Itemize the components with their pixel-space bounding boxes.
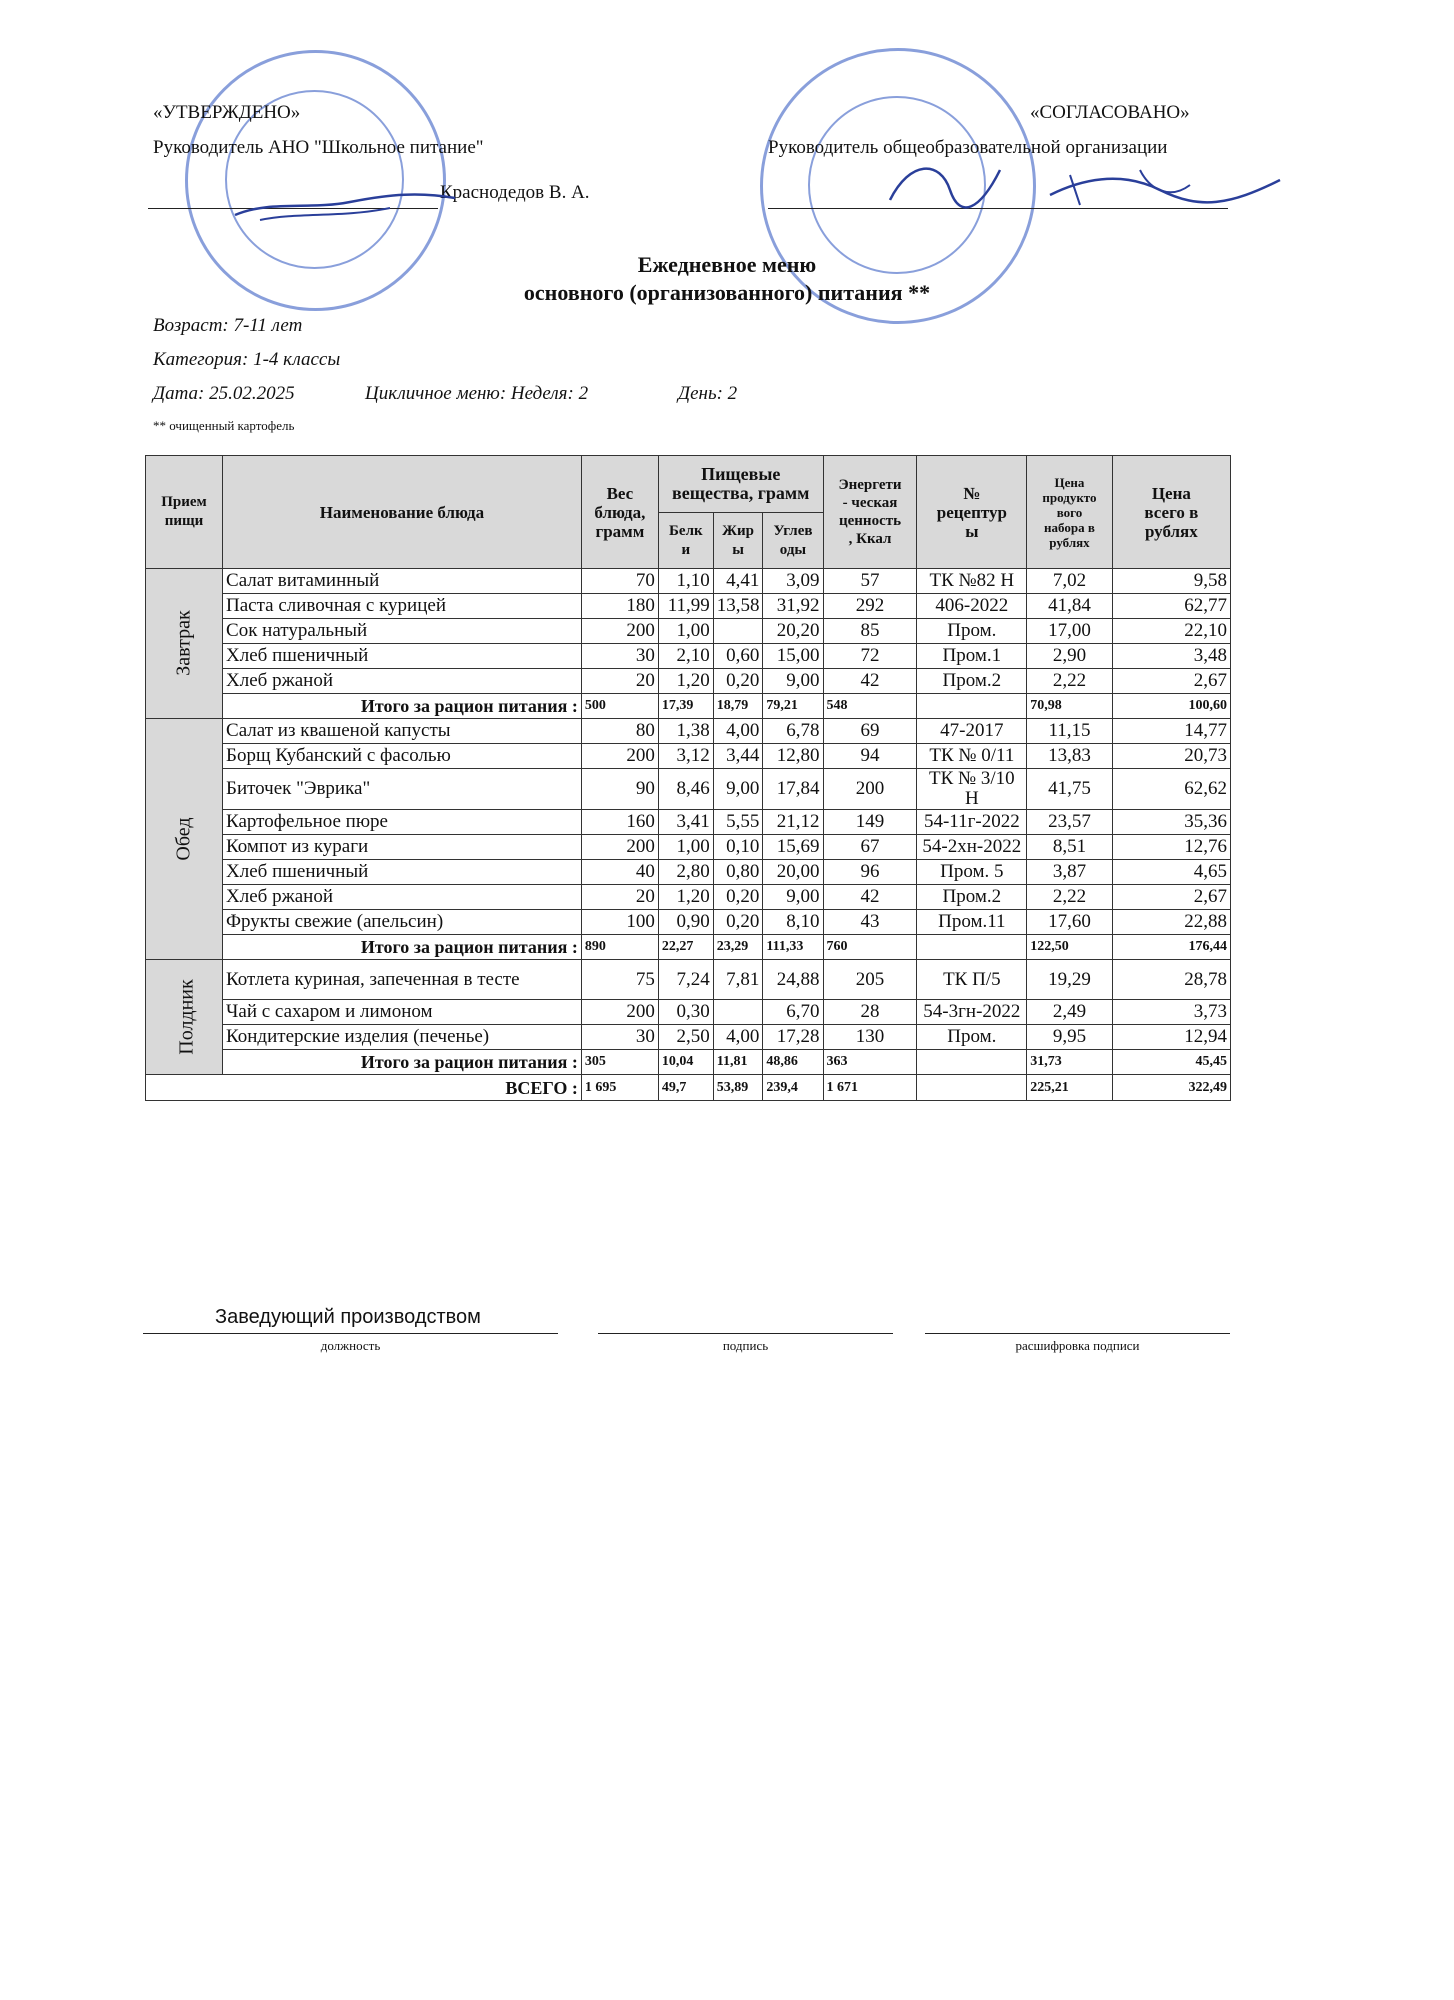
protein-cell: 3,12 [658,744,713,769]
carbs-cell: 17,84 [763,769,823,810]
header-recipe: № рецептур ы [917,456,1027,569]
table-row [146,885,1231,910]
dish-name: Паста сливочная с курицей [223,594,582,619]
recipe-cell: ТК №82 Н [917,569,1027,594]
energy-cell: 200 [823,769,917,810]
carbs-cell: 6,70 [763,1000,823,1025]
protein-cell: 2,10 [658,644,713,669]
carbs-cell: 21,12 [763,810,823,835]
energy-cell: 292 [823,594,917,619]
recipe-cell: Пром.2 [917,885,1027,910]
weight-cell: 180 [581,594,658,619]
header-meal: Прием пищи [146,456,223,569]
carbs-cell: 9,00 [763,885,823,910]
table-row [146,669,1231,694]
energy-cell: 94 [823,744,917,769]
carbs-cell: 17,28 [763,1025,823,1050]
header-total-price: Цена всего в рублях [1112,456,1230,569]
grand-total-weight: 1 695 [581,1075,658,1101]
total-weight: 305 [581,1050,658,1075]
set-price-cell: 8,51 [1027,835,1112,860]
table-row [146,910,1231,935]
recipe-cell: 47-2017 [917,719,1027,744]
recipe-cell: Пром.1 [917,644,1027,669]
header-fat: Жир ы [713,513,763,569]
total-price-cell: 20,73 [1112,744,1230,769]
position-label: должность [320,1338,381,1353]
dish-name: Хлеб пшеничный [223,644,582,669]
set-price-cell: 7,02 [1027,569,1112,594]
dish-name: Чай с сахаром и лимоном [223,1000,582,1025]
set-price-cell: 23,57 [1027,810,1112,835]
menu-table [145,455,1231,1101]
dish-name: Хлеб пшеничный [223,860,582,885]
set-price-cell: 9,95 [1027,1025,1112,1050]
set-price-cell: 19,29 [1027,960,1112,1000]
carbs-cell: 15,69 [763,835,823,860]
weight-cell: 70 [581,569,658,594]
set-price-cell: 2,22 [1027,669,1112,694]
protein-cell: 11,99 [658,594,713,619]
grand-total-label: ВСЕГО : [146,1075,582,1101]
protein-cell: 8,46 [658,769,713,810]
total-set-price: 122,50 [1027,935,1112,960]
energy-cell: 42 [823,669,917,694]
total-price-cell: 14,77 [1112,719,1230,744]
energy-cell: 28 [823,1000,917,1025]
grand-total-carbs: 239,4 [763,1075,823,1101]
total-protein: 22,27 [658,935,713,960]
total-price-cell: 35,36 [1112,810,1230,835]
section-total-row [146,694,1231,719]
table-row [146,1025,1231,1050]
section-label: Полдник [146,960,223,1075]
weight-cell: 200 [581,619,658,644]
total-total-price: 176,44 [1112,935,1230,960]
total-price-cell: 22,88 [1112,910,1230,935]
total-recipe [917,935,1027,960]
signature-label: подпись [722,1338,769,1353]
dish-name: Сок натуральный [223,619,582,644]
weight-cell: 160 [581,810,658,835]
grand-total-energy: 1 671 [823,1075,917,1101]
header-nutrients: Пищевые вещества, грамм [658,456,823,513]
total-set-price: 31,73 [1027,1050,1112,1075]
decode-label: расшифровка подписи [1015,1338,1140,1353]
fat-cell: 3,44 [713,744,763,769]
agreed-position: Руководитель общеобразовательной организации [768,137,1168,158]
energy-cell: 205 [823,960,917,1000]
total-price-cell: 28,78 [1112,960,1230,1000]
weight-cell: 30 [581,1025,658,1050]
total-fat: 18,79 [713,694,763,719]
dish-name: Картофельное пюре [223,810,582,835]
date-info: Дата: 25.02.2025 [153,383,295,404]
grand-total-row [146,1075,1231,1101]
grand-total-protein: 49,7 [658,1075,713,1101]
grand-total-set-price: 225,21 [1027,1075,1112,1101]
footnote: ** очищенный картофель [153,418,295,433]
carbs-cell: 3,09 [763,569,823,594]
dish-name: Хлеб ржаной [223,669,582,694]
dish-name: Биточек "Эврика" [223,769,582,810]
energy-cell: 130 [823,1025,917,1050]
grand-total-fat: 53,89 [713,1075,763,1101]
recipe-cell: ТК П/5 [917,960,1027,1000]
total-energy: 363 [823,1050,917,1075]
recipe-cell: Пром. 5 [917,860,1027,885]
category-info: Категория: 1-4 классы [153,349,341,370]
total-price-cell: 2,67 [1112,885,1230,910]
fat-cell [713,619,763,644]
recipe-cell: Пром. [917,1025,1027,1050]
total-price-cell: 12,76 [1112,835,1230,860]
dish-name: Компот из кураги [223,835,582,860]
total-price-cell: 4,65 [1112,860,1230,885]
table-row [146,619,1231,644]
table-row [146,594,1231,619]
protein-cell: 1,00 [658,619,713,644]
set-price-cell: 41,75 [1027,769,1112,810]
weight-cell: 100 [581,910,658,935]
approved-signature [230,180,460,230]
day-info: День: 2 [678,383,738,404]
dish-name: Салат из квашеной капусты [223,719,582,744]
fat-cell: 7,81 [713,960,763,1000]
agreed-label: «СОГЛАСОВАНО» [1030,102,1190,123]
protein-cell: 0,90 [658,910,713,935]
total-carbs: 48,86 [763,1050,823,1075]
total-energy: 548 [823,694,917,719]
recipe-cell: 54-11г-2022 [917,810,1027,835]
set-price-cell: 2,22 [1027,885,1112,910]
total-fat: 11,81 [713,1050,763,1075]
set-price-cell: 17,60 [1027,910,1112,935]
weight-cell: 200 [581,744,658,769]
total-fat: 23,29 [713,935,763,960]
carbs-cell: 20,00 [763,860,823,885]
dish-name: Борщ Кубанский с фасолью [223,744,582,769]
carbs-cell: 24,88 [763,960,823,1000]
table-row [146,644,1231,669]
dish-name: Фрукты свежие (апельсин) [223,910,582,935]
energy-cell: 85 [823,619,917,644]
total-price-cell: 3,73 [1112,1000,1230,1025]
recipe-cell: 54-2хн-2022 [917,835,1027,860]
grand-total-recipe [917,1075,1027,1101]
cycle-info: Цикличное меню: Неделя: 2 [365,383,589,404]
recipe-cell: Пром.11 [917,910,1027,935]
weight-cell: 75 [581,960,658,1000]
position-value: Заведующий производством [215,1306,481,1328]
fat-cell: 5,55 [713,810,763,835]
header-carbs: Углев оды [763,513,823,569]
set-price-cell: 2,49 [1027,1000,1112,1025]
header-set-price: Цена продукто вого набора в рублях [1027,456,1112,569]
table-row [146,769,1231,810]
protein-cell: 1,20 [658,669,713,694]
total-weight: 500 [581,694,658,719]
total-label: Итого за рацион питания : [223,935,582,960]
set-price-cell: 17,00 [1027,619,1112,644]
fat-cell [713,1000,763,1025]
recipe-cell: ТК № 0/11 [917,744,1027,769]
header-protein: Белк и [658,513,713,569]
header-weight: Вес блюда, грамм [581,456,658,569]
recipe-cell: 406-2022 [917,594,1027,619]
carbs-cell: 31,92 [763,594,823,619]
dish-name: Кондитерские изделия (печенье) [223,1025,582,1050]
protein-cell: 3,41 [658,810,713,835]
protein-cell: 2,80 [658,860,713,885]
fat-cell: 4,00 [713,719,763,744]
age-info: Возраст: 7-11 лет [153,315,303,336]
protein-cell: 1,20 [658,885,713,910]
section-total-row [146,935,1231,960]
fat-cell: 0,80 [713,860,763,885]
fat-cell: 0,10 [713,835,763,860]
fat-cell: 0,20 [713,669,763,694]
energy-cell: 42 [823,885,917,910]
protein-cell: 1,38 [658,719,713,744]
table-row [146,569,1231,594]
energy-cell: 96 [823,860,917,885]
table-row [146,835,1231,860]
document-title-line1: Ежедневное меню [637,252,817,277]
dish-name: Хлеб ржаной [223,885,582,910]
total-protein: 17,39 [658,694,713,719]
grand-total-total-price: 322,49 [1112,1075,1230,1101]
protein-cell: 1,10 [658,569,713,594]
position-line [143,1333,558,1334]
weight-cell: 90 [581,769,658,810]
total-price-cell: 22,10 [1112,619,1230,644]
approved-label: «УТВЕРЖДЕНО» [153,102,301,123]
weight-cell: 30 [581,644,658,669]
total-recipe [917,694,1027,719]
total-price-cell: 9,58 [1112,569,1230,594]
energy-cell: 57 [823,569,917,594]
total-recipe [917,1050,1027,1075]
table-row [146,719,1231,744]
total-price-cell: 12,94 [1112,1025,1230,1050]
protein-cell: 1,00 [658,835,713,860]
recipe-cell: ТК № 3/10 Н [917,769,1027,810]
total-protein: 10,04 [658,1050,713,1075]
total-total-price: 45,45 [1112,1050,1230,1075]
table-row [146,860,1231,885]
recipe-cell: Пром.2 [917,669,1027,694]
approved-position: Руководитель АНО "Школьное питание" [153,137,484,158]
document-title-line2: основного (организованного) питания ** [523,280,931,305]
weight-cell: 200 [581,835,658,860]
set-price-cell: 13,83 [1027,744,1112,769]
header-energy: Энергети - ческая ценность , Ккал [823,456,917,569]
recipe-cell: Пром. [917,619,1027,644]
total-set-price: 70,98 [1027,694,1112,719]
protein-cell: 2,50 [658,1025,713,1050]
weight-cell: 80 [581,719,658,744]
total-price-cell: 2,67 [1112,669,1230,694]
weight-cell: 20 [581,669,658,694]
dish-name: Котлета куриная, запеченная в тесте [223,960,582,1000]
total-carbs: 111,33 [763,935,823,960]
carbs-cell: 6,78 [763,719,823,744]
dish-name: Салат витаминный [223,569,582,594]
energy-cell: 72 [823,644,917,669]
fat-cell: 9,00 [713,769,763,810]
protein-cell: 0,30 [658,1000,713,1025]
header-dish: Наименование блюда [223,456,582,569]
set-price-cell: 41,84 [1027,594,1112,619]
fat-cell: 0,20 [713,910,763,935]
table-row [146,810,1231,835]
table-row [146,1000,1231,1025]
set-price-cell: 3,87 [1027,860,1112,885]
set-price-cell: 2,90 [1027,644,1112,669]
fat-cell: 13,58 [713,594,763,619]
total-energy: 760 [823,935,917,960]
fat-cell: 0,20 [713,885,763,910]
weight-cell: 20 [581,885,658,910]
total-price-cell: 62,62 [1112,769,1230,810]
total-total-price: 100,60 [1112,694,1230,719]
total-price-cell: 62,77 [1112,594,1230,619]
weight-cell: 40 [581,860,658,885]
fat-cell: 0,60 [713,644,763,669]
carbs-cell: 8,10 [763,910,823,935]
energy-cell: 43 [823,910,917,935]
total-price-cell: 3,48 [1112,644,1230,669]
energy-cell: 67 [823,835,917,860]
carbs-cell: 20,20 [763,619,823,644]
recipe-cell: 54-3гн-2022 [917,1000,1027,1025]
energy-cell: 149 [823,810,917,835]
fat-cell: 4,41 [713,569,763,594]
menu-body [146,569,1231,1101]
section-label: Завтрак [146,569,223,719]
total-carbs: 79,21 [763,694,823,719]
section-total-row [146,1050,1231,1075]
total-label: Итого за рацион питания : [223,1050,582,1075]
energy-cell: 69 [823,719,917,744]
section-label: Обед [146,719,223,960]
total-label: Итого за рацион питания : [223,694,582,719]
decode-line [925,1333,1230,1334]
carbs-cell: 9,00 [763,669,823,694]
table-row [146,960,1231,1000]
weight-cell: 200 [581,1000,658,1025]
agreed-signature [880,150,1300,220]
fat-cell: 4,00 [713,1025,763,1050]
set-price-cell: 11,15 [1027,719,1112,744]
table-row [146,744,1231,769]
signature-line [598,1333,893,1334]
total-weight: 890 [581,935,658,960]
carbs-cell: 12,80 [763,744,823,769]
carbs-cell: 15,00 [763,644,823,669]
protein-cell: 7,24 [658,960,713,1000]
approved-name: Краснодедов В. А. [440,182,590,203]
